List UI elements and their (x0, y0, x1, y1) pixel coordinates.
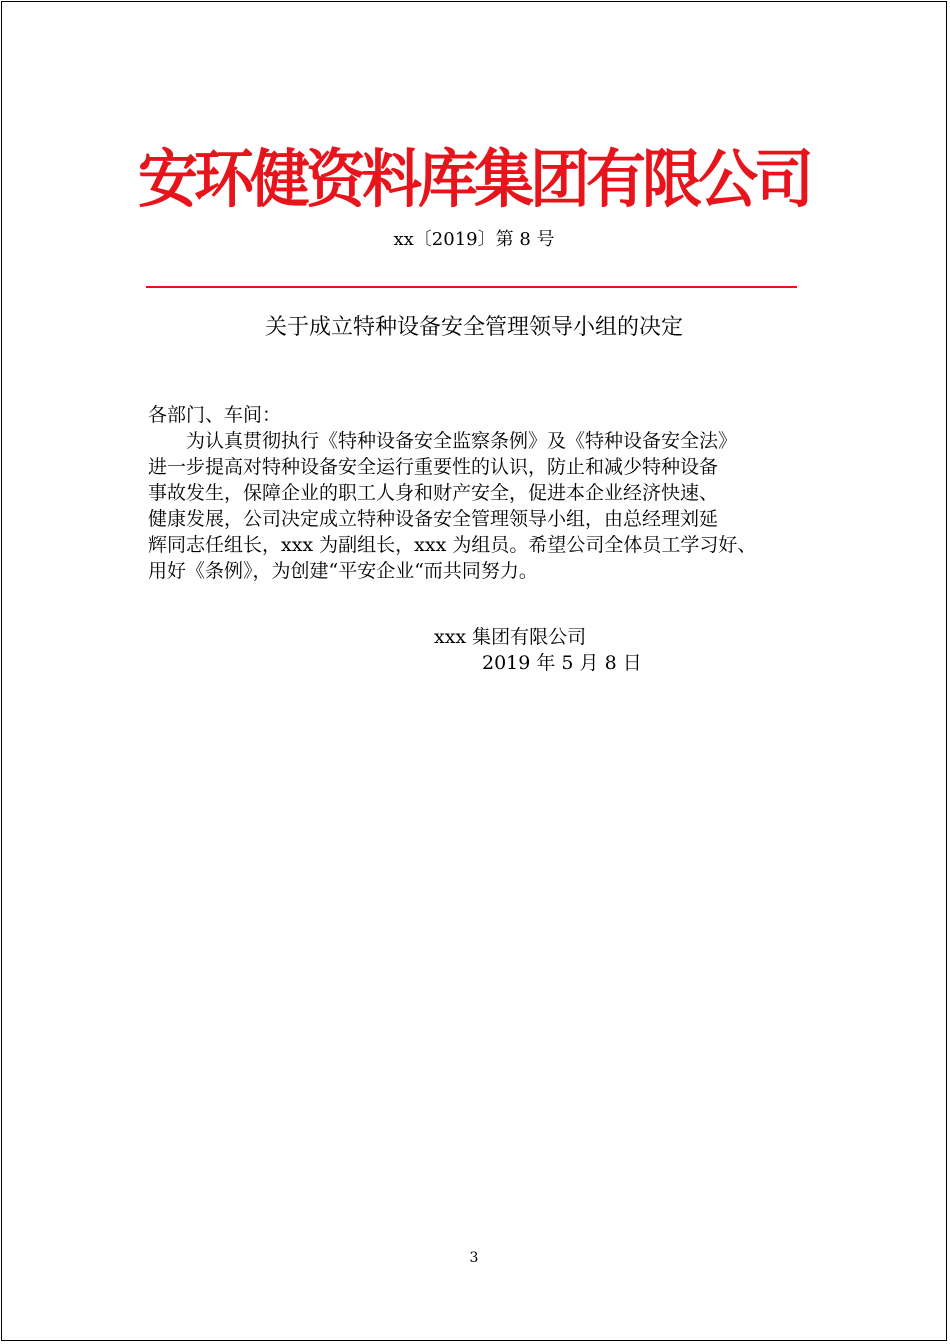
document-title: 关于成立特种设备安全管理领导小组的决定 (264, 315, 683, 340)
body-line: 进一步提高对特种设备安全运行重要性的认识，防止和减少特种设备 (148, 456, 719, 478)
body-line: 事故发生，保障企业的职工人身和财产安全，促进本企业经济快速、 (148, 482, 719, 504)
document-page (1, 1, 947, 1341)
body-line: 健康发展，公司决定成立特种设备安全管理领导小组，由总经理刘延 (148, 508, 719, 530)
page-number: 3 (469, 1250, 479, 1266)
body-line: 用好《条例》，为创建“平安企业“而共同努力。 (148, 560, 538, 582)
signature-organization: xxx 集团有限公司 (434, 626, 587, 648)
salutation: 各部门、车间： (148, 404, 282, 426)
red-divider (146, 286, 797, 288)
signature-date: 2019 年 5 月 8 日 (482, 652, 642, 674)
body-line: 为认真贯彻执行《特种设备安全监察条例》及《特种设备安全法》 (186, 430, 738, 452)
document-body (148, 402, 828, 584)
body-line: 辉同志任组长，xxx 为副组长，xxx 为组员。希望公司全体员工学习好、 (148, 534, 757, 556)
document-number: xx〔2019〕第 8 号 (393, 229, 555, 250)
organization-title: 安环健资料库集团有限公司 (138, 143, 810, 217)
